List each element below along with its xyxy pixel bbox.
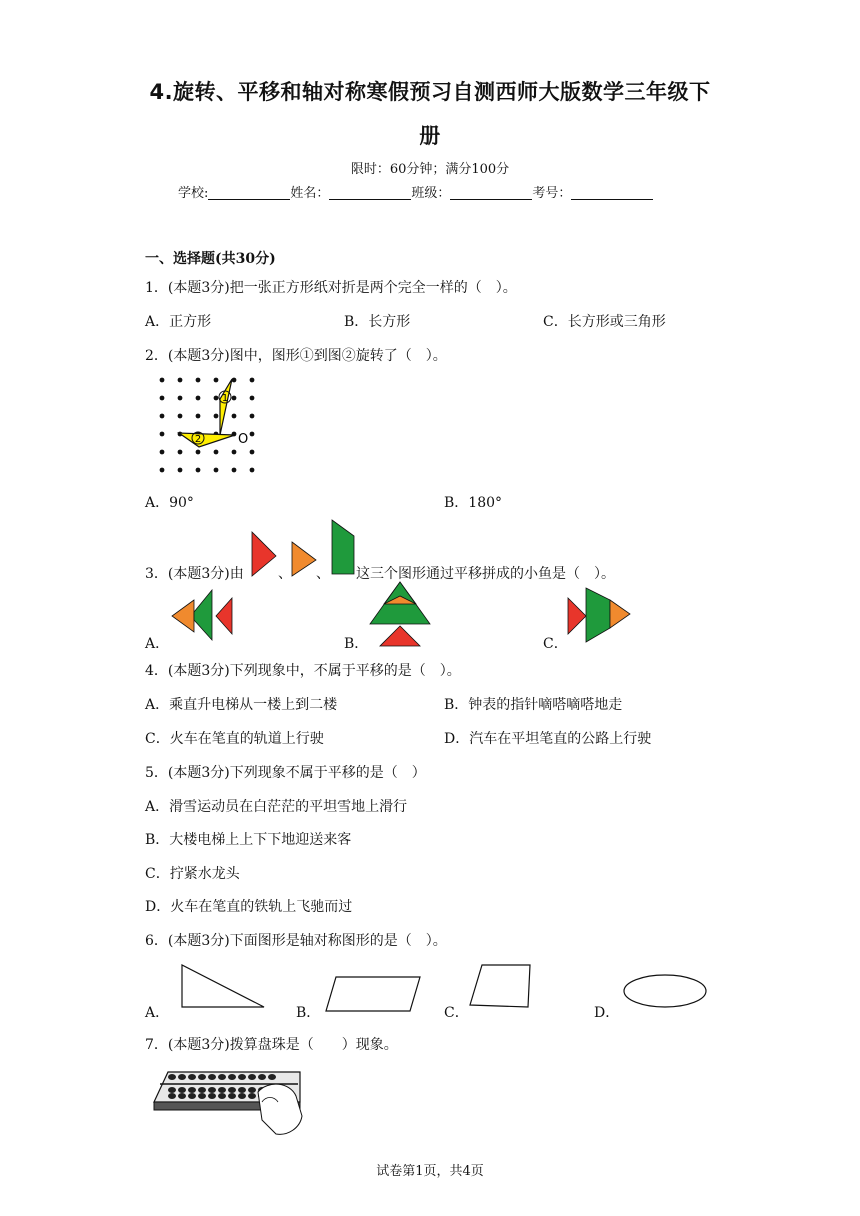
page-title-line2: 册 — [419, 124, 441, 148]
question-6-option-a-label[interactable]: A． — [145, 1005, 170, 1021]
red-triangle-piece — [250, 530, 278, 578]
grid-dot — [196, 396, 201, 401]
question-7-stem: 7．(本题3分)拨算盘珠是（ ）现象。 — [145, 1037, 398, 1053]
question-4-option-c[interactable]: C．火车在笔直的轨道上行驶 — [145, 731, 324, 747]
abacus-bead — [208, 1074, 216, 1080]
grid-dot — [178, 450, 183, 455]
question-4-option-a[interactable]: A．乘直升电梯从一楼上到二楼 — [145, 697, 338, 713]
rotation-dot-grid-figure — [150, 372, 260, 472]
question-1-option-c[interactable]: C．长方形或三角形 — [543, 314, 666, 330]
point-o-label: O — [238, 432, 249, 447]
question-1-option-a[interactable]: A．正方形 — [145, 314, 212, 330]
grid-dot — [196, 378, 201, 383]
abacus-bead — [208, 1087, 216, 1093]
abacus-bead — [188, 1093, 196, 1099]
name-label: 姓名： — [290, 186, 330, 201]
abacus-bead — [218, 1087, 226, 1093]
abacus-hand-image — [150, 1062, 310, 1140]
abacus-bead — [248, 1074, 256, 1080]
grid-dot — [160, 468, 165, 473]
abacus-bead — [268, 1074, 276, 1080]
question-6-option-d-label[interactable]: D． — [594, 1005, 620, 1021]
grid-dot — [160, 450, 165, 455]
grid-dot — [214, 468, 219, 473]
grid-dot — [160, 378, 165, 383]
question-5-stem: 5．(本题3分)下列现象不属于平移的是（ ） — [145, 765, 426, 781]
abacus-bead — [178, 1087, 186, 1093]
grid-dot — [250, 468, 255, 473]
grid-dot — [232, 450, 237, 455]
grid-dot — [214, 414, 219, 419]
question-2-stem: 2．(本题3分)图中，图形①到图②旋转了（ ）。 — [145, 348, 447, 364]
school-blank[interactable] — [208, 185, 290, 200]
grid-dot — [214, 450, 219, 455]
grid-dot — [250, 432, 255, 437]
question-6-stem: 6．(本题3分)下面图形是轴对称图形的是（ ）。 — [145, 933, 447, 949]
abacus-bead — [198, 1087, 206, 1093]
fish-option-c — [566, 586, 634, 644]
grid-dot — [178, 468, 183, 473]
question-4-option-d[interactable]: D．汽车在平坦笔直的公路上行驶 — [444, 731, 652, 747]
exam-number-blank[interactable] — [571, 185, 653, 200]
grid-dot — [178, 414, 183, 419]
question-3-separator-2: 、 — [316, 566, 330, 582]
grid-dot — [160, 396, 165, 401]
label-2: 2 — [194, 434, 202, 445]
abacus-bead — [168, 1074, 176, 1080]
abacus-bead — [198, 1074, 206, 1080]
abacus-bead — [258, 1074, 266, 1080]
question-3-option-c-label[interactable]: C． — [543, 636, 568, 652]
abacus-bead — [178, 1074, 186, 1080]
question-3-stem-prefix: 3．(本题3分)由 — [145, 566, 244, 582]
question-1-stem: 1．(本题3分)把一张正方形纸对折是两个完全一样的（ ）。 — [145, 280, 517, 296]
section-title: 一、选择题(共30分) — [145, 251, 276, 267]
grid-dot — [196, 468, 201, 473]
right-triangle-shape — [180, 963, 268, 1011]
student-info-row — [178, 182, 653, 201]
abacus-bead — [228, 1074, 236, 1080]
abacus-bead — [188, 1087, 196, 1093]
question-3-stem-suffix: 这三个图形通过平移拼成的小鱼是（ ）。 — [356, 566, 615, 582]
school-label: 学校: — [178, 186, 209, 201]
fish-option-b — [368, 580, 432, 648]
abacus-bead — [218, 1074, 226, 1080]
grid-dot — [178, 396, 183, 401]
abacus-bead — [168, 1093, 176, 1099]
question-5-option-b[interactable]: B．大楼电梯上上下下地迎送来客 — [145, 832, 352, 848]
grid-dot — [196, 450, 201, 455]
grid-dot — [214, 378, 219, 383]
parallelogram-shape — [324, 975, 422, 1013]
irregular-quadrilateral-shape — [468, 963, 534, 1011]
grid-dot — [250, 396, 255, 401]
name-blank[interactable] — [329, 185, 411, 200]
grid-dot — [232, 468, 237, 473]
class-label: 班级： — [411, 186, 451, 201]
abacus-bead — [198, 1093, 206, 1099]
grid-dot — [160, 432, 165, 437]
abacus-bead — [238, 1087, 246, 1093]
grid-dot — [214, 396, 219, 401]
abacus-bead — [178, 1093, 186, 1099]
label-1: 1 — [221, 393, 229, 404]
abacus-bead — [188, 1074, 196, 1080]
dot-grid — [160, 378, 255, 473]
grid-dot — [250, 378, 255, 383]
question-2-option-a[interactable]: A．90° — [145, 495, 194, 511]
fish-option-a — [170, 588, 236, 644]
grid-dot — [250, 414, 255, 419]
grid-dot — [232, 396, 237, 401]
question-6-option-c-label[interactable]: C． — [444, 1005, 469, 1021]
grid-dot — [250, 450, 255, 455]
green-trapezoid-piece — [330, 518, 356, 578]
grid-dot — [232, 414, 237, 419]
page-title: 4.旋转、平移和轴对称寒假预习自测西师大版数学三年级下 — [149, 80, 711, 104]
abacus-bead — [248, 1087, 256, 1093]
orange-triangle-piece — [290, 540, 318, 578]
abacus-bead — [248, 1093, 256, 1099]
abacus-bead — [218, 1093, 226, 1099]
abacus-bead — [238, 1074, 246, 1080]
page-footer: 试卷第1页，共4页 — [376, 1164, 484, 1179]
question-1-option-b[interactable]: B．长方形 — [344, 314, 411, 330]
shape-1-triangle — [220, 379, 232, 435]
grid-dot — [178, 378, 183, 383]
shape-2-triangle — [179, 433, 235, 447]
class-blank[interactable] — [450, 185, 532, 200]
question-2-option-b[interactable]: B．180° — [444, 495, 503, 511]
exam-number-label: 考号： — [532, 186, 572, 201]
question-3-separator-1: 、 — [278, 566, 292, 582]
ellipse-shape — [622, 973, 708, 1009]
question-5-option-d[interactable]: D．火车在笔直的铁轨上飞驰而过 — [145, 899, 353, 915]
grid-dot — [196, 414, 201, 419]
question-5-option-c[interactable]: C．拧紧水龙头 — [145, 866, 240, 882]
question-6-option-b-label[interactable]: B． — [296, 1005, 321, 1021]
question-5-option-a[interactable]: A．滑雪运动员在白茫茫的平坦雪地上滑行 — [145, 799, 408, 815]
abacus-bead — [238, 1093, 246, 1099]
abacus-bead — [208, 1093, 216, 1099]
abacus-bead — [168, 1087, 176, 1093]
question-3-option-a-label[interactable]: A． — [145, 636, 170, 652]
question-4-option-b[interactable]: B．钟表的指针嘀嗒嘀嗒地走 — [444, 697, 623, 713]
grid-dot — [160, 414, 165, 419]
abacus-bead — [228, 1093, 236, 1099]
time-score-limits: 限时：60分钟；满分100分 — [350, 162, 510, 177]
question-4-stem: 4．(本题3分)下列现象中，不属于平移的是（ ）。 — [145, 663, 461, 679]
abacus-bead — [228, 1087, 236, 1093]
question-3-option-b-label[interactable]: B． — [344, 636, 369, 652]
